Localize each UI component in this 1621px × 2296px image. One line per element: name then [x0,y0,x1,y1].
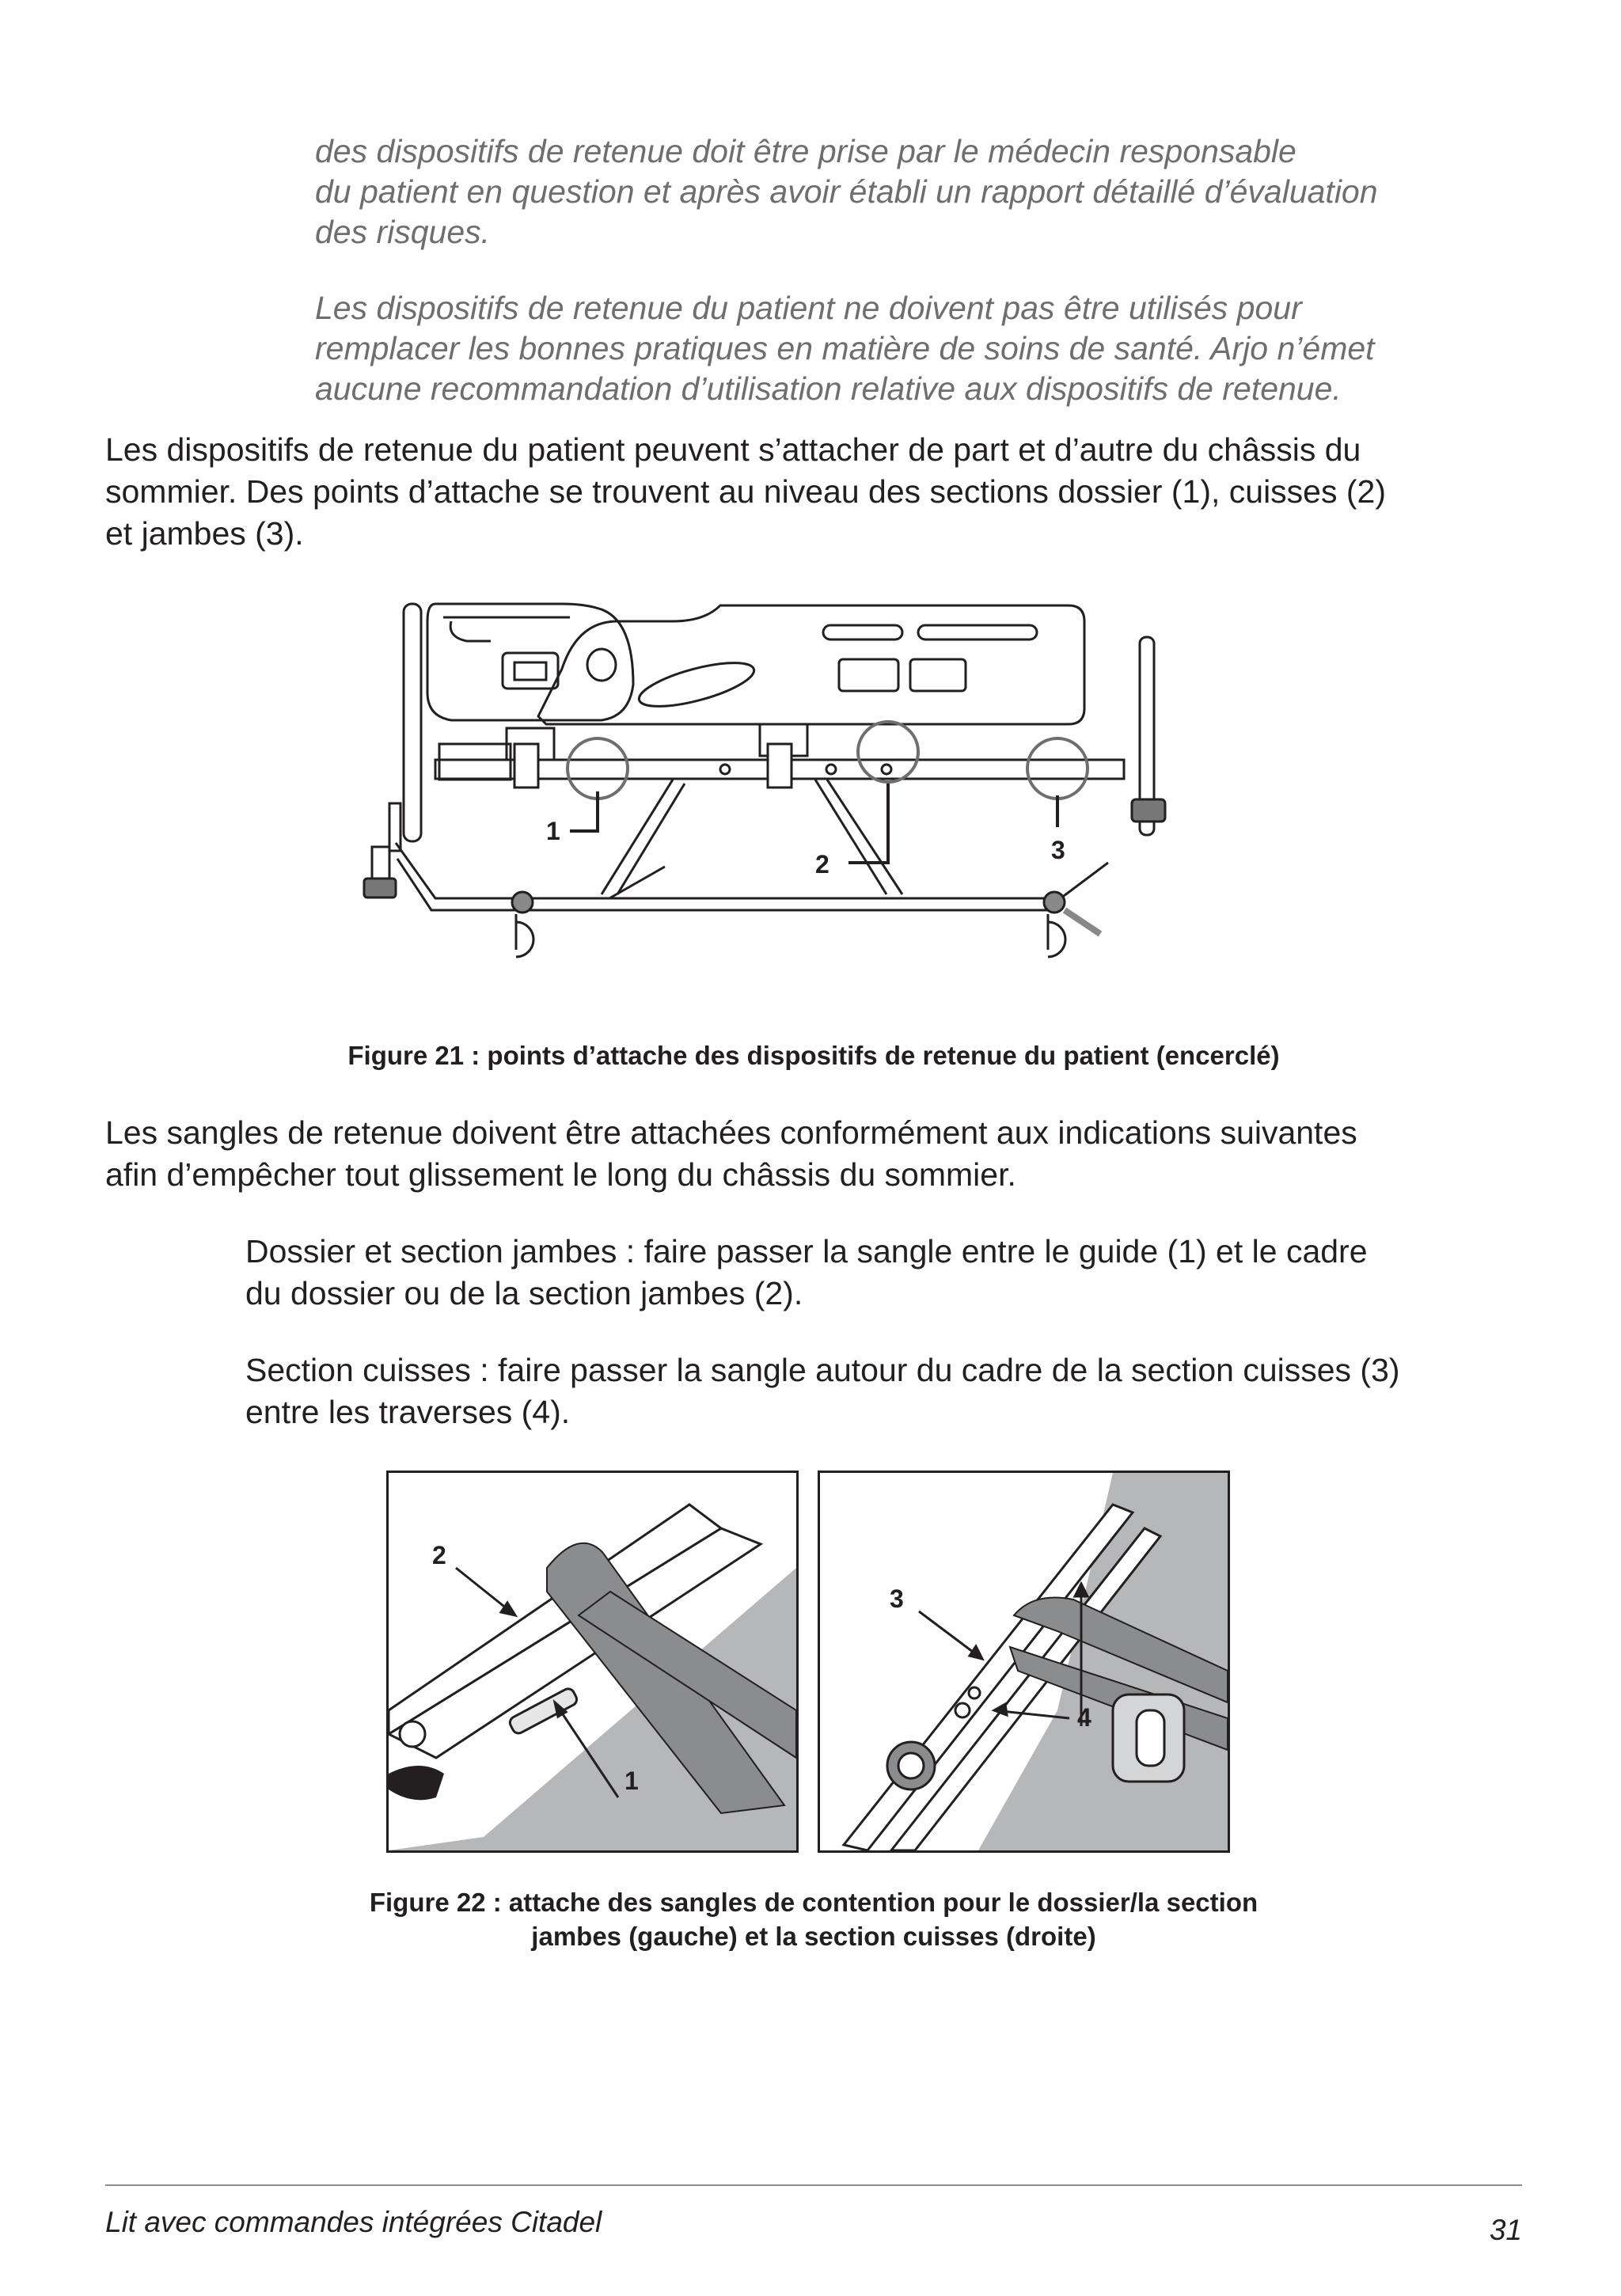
backrest-strap-drawing [389,1473,796,1850]
text-line: Les dispositifs de retenue du patient peuvent s’attacher de part et d’autre du châssis du [105,431,1361,468]
callout-label: 2 [432,1541,446,1569]
intro-paragraph [105,429,1522,555]
figure-22-right-illustration [818,1471,1230,1853]
text-line: Section cuisses : faire passer la sangle autour du cadre de la section cuisses (3) [245,1352,1400,1388]
callout-label: 3 [890,1584,904,1613]
text-line: Dossier et section jambes : faire passer la sangle entre le guide (1) et le cadre [245,1233,1368,1269]
footer-divider [105,2184,1522,2186]
callout-label: 4 [1077,1703,1091,1732]
text-line: du dossier ou de la section jambes (2). [245,1275,803,1311]
figure-22-caption [105,1885,1522,1953]
warning-paragraph-1 [315,131,1550,252]
callout-label: 1 [624,1767,639,1795]
caption-line: Figure 22 : attache des sangles de contention pour le dossier/la section [369,1888,1258,1917]
page-number: 31 [1489,2214,1522,2246]
text-line: du patient en question et après avoir établi un rapport détaillé d’évaluation [315,173,1378,210]
footer-document-title: Lit avec commandes intégrées Citadel [105,2206,602,2238]
text-line: remplacer les bonnes pratiques en matière de soins de santé. Arjo n’émet [315,330,1375,366]
thigh-section-strap-drawing [820,1473,1228,1850]
text-line: sommier. Des points d’attache se trouvent au niveau des sections dossier (1), cuisses (2) [105,473,1386,510]
warning-paragraph-2 [315,288,1550,409]
instruction-backrest-legs [245,1231,1528,1315]
text-line: aucune recommandation d’utilisation relative aux dispositifs de retenue. [315,370,1342,407]
caption-line: jambes (gauche) et la section cuisses (droite) [531,1922,1096,1951]
instruction-thigh-section [245,1349,1528,1433]
text-line: entre les traverses (4). [245,1394,571,1430]
figure-21-caption: Figure 21 : points d’attache des dispositifs de retenue du patient (encerclé) [347,1041,1280,1070]
text-line: Les dispositifs de retenue du patient ne doivent pas être utilisés pour [315,290,1302,326]
text-line: afin d’empêcher tout glissement le long du châssis du sommier. [105,1156,1016,1193]
straps-paragraph [105,1112,1522,1196]
text-line: des dispositifs de retenue doit être prise par le médecin responsable [315,133,1296,169]
text-line: et jambes (3). [105,515,304,552]
text-line: Les sangles de retenue doivent être attachées conformément aux indications suivantes [105,1114,1357,1151]
bed-side-view-drawing [348,590,1187,985]
callout-label: 1 [546,817,560,845]
figure-22-left-illustration [386,1471,799,1853]
text-line: des risques. [315,214,491,250]
figure-21-illustration [348,590,1187,985]
callout-label: 2 [815,850,829,879]
callout-label: 3 [1051,836,1065,864]
